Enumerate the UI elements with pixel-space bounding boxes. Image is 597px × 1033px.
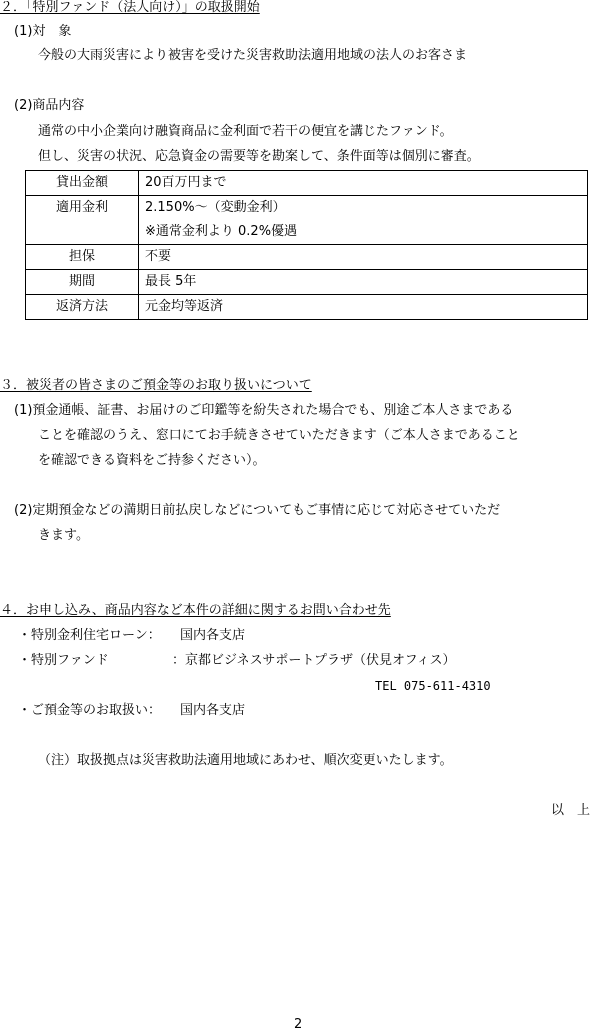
table-row: [26, 196, 588, 245]
section2-heading: ２．「特別ファンド（法人向け）」の取扱開始: [0, 0, 260, 15]
table-value: 不要: [139, 245, 588, 270]
section3-heading: ３．被災者の皆さまのご預金等のお取り扱いについて: [0, 378, 312, 393]
section2-sub1-label: (1)対 象: [14, 24, 72, 39]
table-value: 元金均等返済: [139, 295, 588, 320]
contact2-label: ・特別ファンド: [18, 653, 109, 668]
table-key: 貸出金額: [26, 171, 139, 196]
table-value: [139, 196, 588, 245]
section4-note: （注）取扱拠点は災害救助法適用地域にあわせ、順次変更いたします。: [38, 753, 453, 768]
section4-heading: ４．お申し込み、商品内容など本件の詳細に関するお問い合わせ先: [0, 603, 391, 618]
section3-item1-line3: を確認できる資料をご持参ください）。: [38, 453, 266, 468]
section3-item1-line2: ことを確認のうえ、窓口にてお手続きさせていただきます（ご本人さまであること: [38, 428, 520, 443]
contact2-value: ：京都ビジネスサポートプラザ（伏見オフィス）: [172, 653, 456, 668]
table-row: [26, 171, 588, 196]
table-key: 適用金利: [26, 196, 139, 245]
section2-sub2-label: (2)商品内容: [14, 98, 85, 113]
contact3-value: 国内各支店: [180, 703, 246, 718]
table-key: 返済方法: [26, 295, 139, 320]
loan-terms-table: [25, 170, 588, 320]
section3-item2-line2: きます。: [38, 528, 89, 543]
table-row: [26, 270, 588, 295]
contact3-label: ・ご預金等のお取扱い：: [18, 703, 162, 718]
section3-item1-line1: (1)預金通帳、証書、お届けのご印鑑等を紛失された場合でも、別途ご本人さまである: [14, 403, 514, 418]
table-row: [26, 295, 588, 320]
closing-text: 以 上: [551, 803, 591, 818]
section3-item2-line1: (2)定期預金などの満期日前払戻しなどについてもご事情に応じて対応させていただ: [14, 503, 501, 518]
contact1-value: 国内各支店: [180, 628, 246, 643]
section2-sub1-text: 今般の大雨災害により被害を受けた災害救助法適用地域の法人のお客さま: [38, 48, 468, 63]
table-key: 担保: [26, 245, 139, 270]
page-number: 2: [294, 1017, 303, 1032]
section2-sub2-text1: 通常の中小企業向け融資商品に金利面で若干の便宜を講じたファンド。: [38, 124, 453, 139]
table-value-line1: 2.150%～（変動金利）: [145, 200, 286, 215]
table-key: 期間: [26, 270, 139, 295]
section2-sub2-text2: 但し、災害の状況、応急資金の需要等を勘案して、条件面等は個別に審査。: [38, 149, 480, 164]
table-value: 20百万円まで: [139, 171, 588, 196]
table-value-line2: ※通常金利より 0.2%優遇: [145, 224, 298, 239]
contact1-label: ・特別金利住宅ローン：: [18, 628, 161, 643]
contact2-tel: TEL 075-611-4310: [375, 679, 491, 693]
table-value: 最長 5年: [139, 270, 588, 295]
table-row: [26, 245, 588, 270]
